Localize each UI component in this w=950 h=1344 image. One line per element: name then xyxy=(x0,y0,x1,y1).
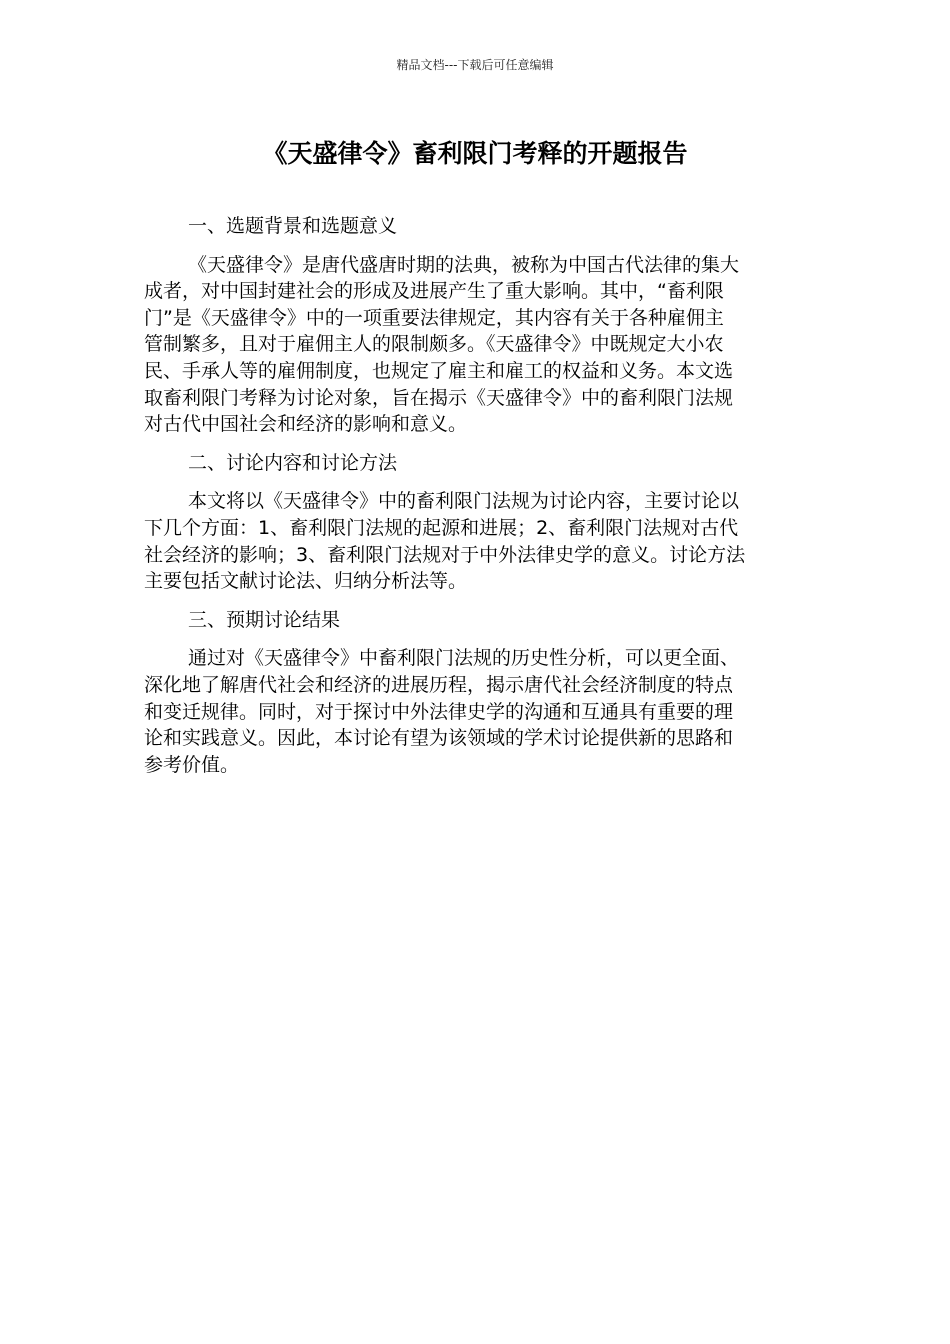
section-heading: 一、选题背景和选题意义 xyxy=(188,215,398,237)
paragraph xyxy=(144,252,804,438)
paragraph-line: 取畜利限门考释为讨论对象，旨在揭示《天盛律令》中的畜利限门法规 xyxy=(144,386,734,409)
paragraph-line: 通过对《天盛律令》中畜利限门法规的历史性分析，可以更全面、 xyxy=(188,647,740,670)
paragraph-line: 本文将以《天盛律令》中的畜利限门法规为讨论内容，主要讨论以 xyxy=(188,490,740,513)
section-heading: 三、预期讨论结果 xyxy=(188,608,341,631)
paragraph-line: 主要包括文献讨论法、归纳分析法等。 xyxy=(144,570,468,593)
section-heading: 二、讨论内容和讨论方法 xyxy=(188,451,398,474)
paragraph xyxy=(144,488,804,594)
section-expected-results xyxy=(144,607,804,779)
paragraph-line: 成者，对中国封建社会的形成及进展产生了重大影响。其中，“畜利限 xyxy=(144,280,724,303)
paragraph xyxy=(144,645,804,778)
paragraph-line: 深化地了解唐代社会和经济的进展历程，揭示唐代社会经济制度的特点 xyxy=(144,673,734,696)
document-title: 《天盛律令》畜利限门考释的开题报告 xyxy=(262,139,688,168)
paragraph-line: 管制繁多，且对于雇佣主人的限制颇多。《天盛律令》中既规定大小农 xyxy=(144,333,724,356)
paragraph-line: 论和实践意义。因此，本讨论有望为该领域的学术讨论提供新的思路和 xyxy=(144,727,734,750)
paragraph-line: 对古代中国社会和经济的影响和意义。 xyxy=(144,413,468,436)
paragraph-line: 下几个方面：1、畜利限门法规的起源和进展；2、畜利限门法规对古代 xyxy=(144,516,739,539)
paragraph-line: 和变迁规律。同时，对于探讨中外法律史学的沟通和互通具有重要的理 xyxy=(144,700,734,723)
section-content-method xyxy=(144,450,804,595)
paragraph-line: 社会经济的影响；3、畜利限门法规对于中外法律史学的意义。讨论方法 xyxy=(144,543,746,566)
paragraph-line: 民、手承人等的雇佣制度，也规定了雇主和雇工的权益和义务。本文选 xyxy=(144,359,734,382)
section-background xyxy=(144,213,804,438)
paragraph-line: 《天盛律令》是唐代盛唐时期的法典，被称为中国古代法律的集大 xyxy=(188,253,740,276)
document-body xyxy=(144,213,804,790)
paragraph-line: 参考价值。 xyxy=(144,753,240,776)
header-note: 精品文档---下载后可任意编辑 xyxy=(396,58,554,72)
paragraph-line: 门”是《天盛律令》中的一项重要法律规定，其内容有关于各种雇佣主 xyxy=(144,306,724,329)
